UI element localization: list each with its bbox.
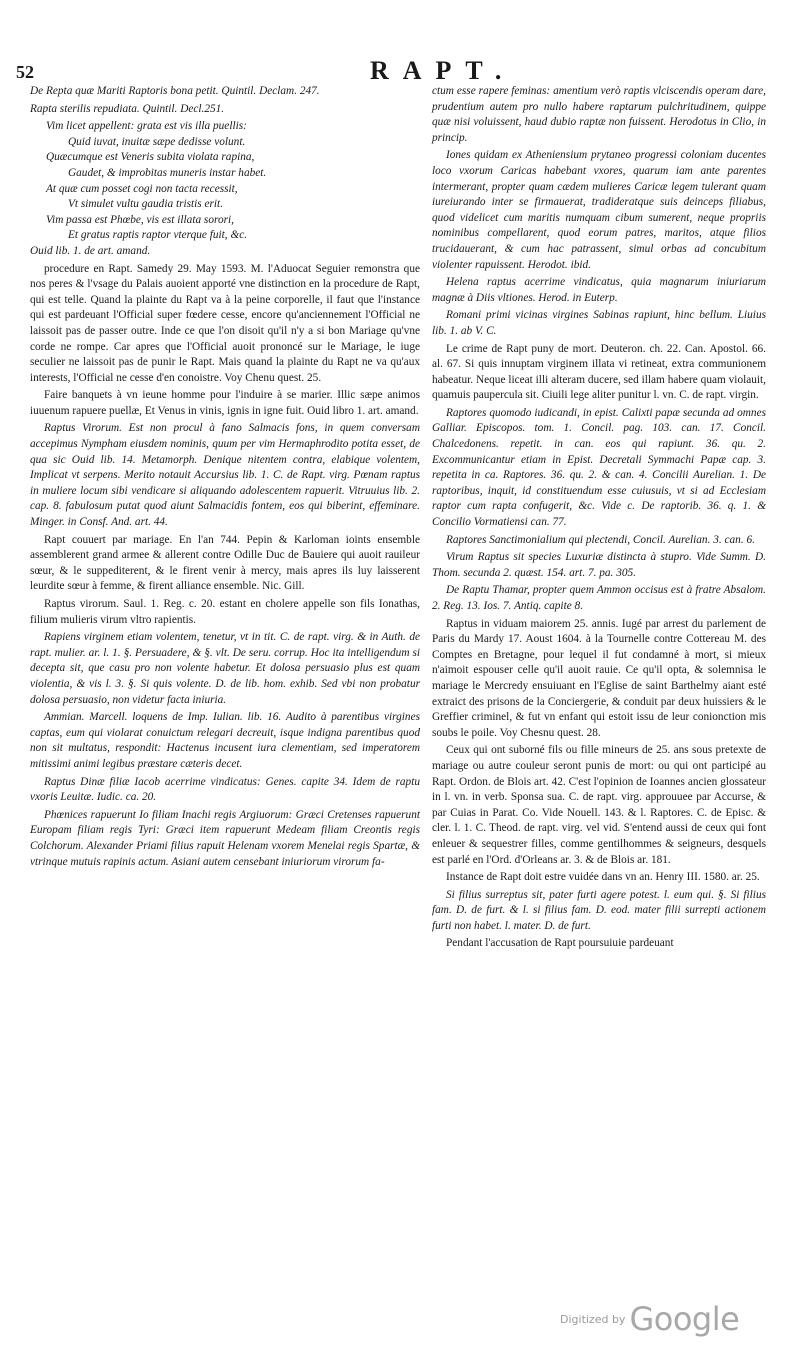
google-watermark: [560, 1300, 739, 1338]
verse-line: Gaudet, & improbitas muneris instar habet.: [68, 166, 267, 179]
verse-line: Quæcumque est Veneris subita violata rapina,: [46, 151, 255, 164]
page-number: 52: [16, 62, 34, 82]
verse-line: At quæ cum posset cogi non tacta recessit,: [46, 182, 238, 195]
paragraph: Faire banquets à vn ieune homme pour l'induire à se marier. Illic sæpe animos iuuenum rapuere puellæ, Et Venus in vinis, ignis in igne fuit. Ouid libro 1. art. amand.: [30, 389, 420, 417]
running-title: RAPT.: [370, 56, 516, 85]
paragraph: Helena raptus acerrime vindicatus, quia magnarum iniuriarum magnæ à Diis vltiones. Herod. in Euterp.: [432, 276, 766, 304]
paragraph: Rapiens virginem etiam volentem, tenetur, vt in tit. C. de rapt. virg. & in Auth. de rapt. mulier. ar. l. 1. §. Persuadere, & §. vlt. De seru. corrup. Hoc ita intelligendum si decepta sit, que casu pro non volente habetur. Et dolosa persuasio plus est quam violentia, & vis l. 3. §. Si quis volente. D. de lib. hom. exhib. Sed vbi non probatur dolosa persuasio, non videtur facta iniuria.: [30, 631, 420, 706]
google-logo: Google: [629, 1300, 740, 1338]
verse-line: Vim passa est Phœbe, vis est illata sorori,: [46, 213, 234, 226]
paragraph: Ouid lib. 1. de art. amand.: [30, 244, 151, 257]
verse-line: Et gratus raptis raptor vterque fuit, &c.: [68, 229, 248, 242]
paragraph: Le crime de Rapt puny de mort. Deuteron. ch. 22. Can. Apostol. 66. al. 67. Si quis innuptam virginem illata vi retineat, extra communionem habeatur. Neque liceat illi alteram ducere, sed illam habere quam violauit, quamuis paupercula sit. Ciuili lege aliter punitur l. vn. C. de rapt. virgin.: [432, 342, 766, 402]
verse-block: [30, 119, 420, 244]
verse-line: Vim licet appellent: grata est vis illa puellis:: [46, 120, 247, 133]
paragraph: De Raptu Thamar, propter quem Ammon occisus est à fratre Absalom. 2. Reg. 13. Ios. 7. Antiq. capite 8.: [432, 584, 766, 612]
paragraph: procedure en Rapt. Samedy 29. May 1593. M. l'Aduocat Seguier remonstra que nos peres & l'vsage du Palais auoient apporté vne distinction en la procedure de Rapt, qui est telle. Quand la plainte du Rapt va à la peine corporelle, il faut que l'instance qui est pardeuant l'Official super fœdere cesse, encore qu'anciennement l'Official ne laissoit pas de passer outre. Inde ce que l'on disoit qu'il n'y a si bon Mariage qu'vne corde ne rompe. Car apres que l'Official auoit prononcé sur le Mariage, le iuge seculier ne laissoit pas de punir le Rapt. Mais quand la plainte du Rapt ne va qu'aux interests, l'Official ne cesse d'en conoistre. Voy Chenu quest. 25.: [30, 262, 420, 384]
paragraph: Raptus virorum. Saul. 1. Reg. c. 20. estant en cholere appelle son fils Ionathas, filium mulieris virum vltro rapientis.: [30, 598, 420, 626]
paragraph: Ammian. Marcell. loquens de Imp. Iulian. lib. 16. Audito à parentibus virgines captas, eum qui violarat conuictum relegari decreuit, isque indigna parentibus quod non sit multatus, respondit: Hactenus incusent iura clementiam, sed imperatorem mitissimi animi legibus præstare cæteris decet.: [30, 711, 420, 770]
right-column: [432, 84, 766, 954]
verse-line: Vt simulet vultu gaudia tristis erit.: [68, 198, 224, 211]
paragraph: Raptores quomodo iudicandi, in epist. Calixti papæ secunda ad omnes Galliar. Episcopos. tom. 1. Concil. pag. 103. can. 17. Concil. Chalcedonens. repetit. in can. eos qui rapiunt. 36. qu. 2. Excommunicantur etiam in Epist. Decretali Symmachi Papæ cap. 3. repetita in ca. Raptores. 36. qu. 2. & can. 4. Concilii Aurelian. 1. De raptoribus, inquit, id constituendum esse cuiusuis, vt si ad Ecclesiam raptor cum rapta confugerit, &c. Vide c. De raptorib. 36. q. 1. & Concilio Vormatiensi can. 77.: [432, 406, 766, 529]
paragraph: Rapt couuert par mariage. En l'an 744. Pepin & Karloman ioints ensemble assemblerent grand armee & allerent contre Odille Duc de Bauiere qui auoit rauileur sœur, & le suppediterent, & le firent venir à mercy, mais apres ils luy laisserent leurdite sœur à femme, & firent alliance ensemble. Nic. Gill.: [30, 533, 420, 593]
paragraph: Raptus in viduam maiorem 25. annis. Iugé par arrest du parlement de Paris du Mardy 17. Aoust 1604. à la Tournelle contre Cottereau M. des Comptes en Bretagne, pour lequel il fut condamné à mort, si mieux n'aimoit espouser celle qu'il auoit rauie. Ce qu'il opta, & solemnisa le mariage le Mercredy ensuiuant en l'Eglise de saint Barthelmy aiant esté extraict des prisons de la Conciergerie, & conduit par deux huissiers & le Greffier criminel, & fut vn enfant qui estoit issu de leur conionction mis soubs le poile. Voy Chesnu quest. 28.: [432, 617, 766, 739]
paragraph: Virum Raptus sit species Luxuriæ distincta à stupro. Vide Summ. D. Thom. secunda 2. quæst. 154. art. 7. pa. 305.: [432, 551, 766, 579]
verse-line: Quid iuvat, inuitæ sæpe dedisse volunt.: [68, 135, 246, 148]
paragraph: Raptus Virorum. Est non procul à fano Salmacis fons, in quem conversam accepimus Nympham eiusdem nominis, quum per vim Hermaphrodito potita esset, de qua sic Ouid lib. 14. Metamorph. Denique nitentem contra, elabique volentem, Implicat vt serpens. Merito notauit Accursius lib. 1. C. de Rapt. virg. Pœnam raptus in muliere locum sibi vendicare si aliquando adolescentem rapuerit. Vitruuius lib. 2. cap. 8. fabulosum putat quod aiunt Salmacidis fontem, eos qui biberint, effeminare. Minger. in Consf. And. art. 44.: [30, 422, 420, 529]
paragraph: Rapta sterilis repudiata. Quintil. Decl.251.: [30, 102, 225, 115]
paragraph: Raptores Sanctimonialium qui plectendi, Concil. Aurelian. 3. can. 6.: [446, 533, 755, 546]
paragraph: De Repta quæ Mariti Raptoris bona petit. Quintil. Declam. 247.: [30, 85, 320, 97]
paragraph: Pendant l'accusation de Rapt poursuiuie pardeuant: [446, 937, 674, 950]
paragraph: Phœnices rapuerunt Io filiam Inachi regis Argiuorum: Græci Cretenses rapuerunt Europam filiam regis Tyri: Græci item rapuerunt Medeam filiam Creontis regis Colchorum. Alexander Priami filius rapuit Helenam vxorem Menelai regis Spartæ, & vtrinque mutuis rapinis actum. Asiani autem censebant iniuriorum virorum fa-: [30, 808, 420, 868]
paragraph: Raptus Dinæ filiæ Iacob acerrime vindicatus: Genes. capite 34. Idem de raptu vxoris Leuitæ. Iudic. ca. 20.: [30, 775, 420, 804]
paragraph: Ceux qui ont suborné fils ou fille mineurs de 25. ans sous pretexte de mariage ou autre couleur seront punis de mort: ou qui ont participé au Rapt. Ordon. de Blois art. 42. C'est l'opinion de Ioannes ancien glossateur in l. vn. in verb. Sponsa sua. C. de rapt. virg. approuuee par Accurse, & par Cuias in Parat. Co. Vide Nouell. 143. & l. Raptores. C. de Episc. & cler. l. 1. C. Theod. de rapt. virg. vel vid. S'entend aussi de ceux qui font enleuer & sequestrer filles, comme gentilhommes & seigneurs, desquels est parlé en l'Ord. d'Orleans ar. 3. & de Blois ar. 181.: [432, 744, 766, 866]
left-column: [30, 84, 420, 872]
paragraph: ctum esse rapere feminas: amentium verò raptis vlciscendis operam dare, prudentium autem pro nullo habere raptarum pulchritudinem, quippe quæ nisi voluissent, haud dubio raptæ non fuissent. Herodotus in Clio, in princip.: [432, 85, 766, 144]
digitized-by-label: Digitized by: [560, 1312, 626, 1326]
paragraph: Si filius surreptus sit, pater furti agere potest. l. eum qui. §. Si filius fam. D. de furt. & l. si filius fam. D. eod. mater filii surrepti actionem furti non habet. l. mater. D. de furt.: [432, 888, 766, 932]
paragraph: Iones quidam ex Atheniensium prytaneo progressi coloniam ducentes loco vxorum Caricas habebant vxores, quarum iam ante parentes intermerant, propter quam cædem mulieres Caricæ legem tulerant quam iureiurando inter se firmauerat, tradideratque suis deinceps filiabus, quod videlicet cum maritis numquam cibum sumerent, neque propriis nominibus compellarent, quod eorum patres, maritos, atque filios trucidauerant, & cum hac patrassent, simul orbas ad concubitum violenter rapuissent. Herodot. ibid.: [432, 149, 766, 271]
paragraph: Instance de Rapt doit estre vuidée dans vn an. Henry III. 1580. ar. 25.: [446, 871, 760, 884]
paragraph: Romani primi vicinas virgines Sabinas rapiunt, hinc bellum. Liuius lib. 1. ab V. C.: [432, 309, 766, 337]
